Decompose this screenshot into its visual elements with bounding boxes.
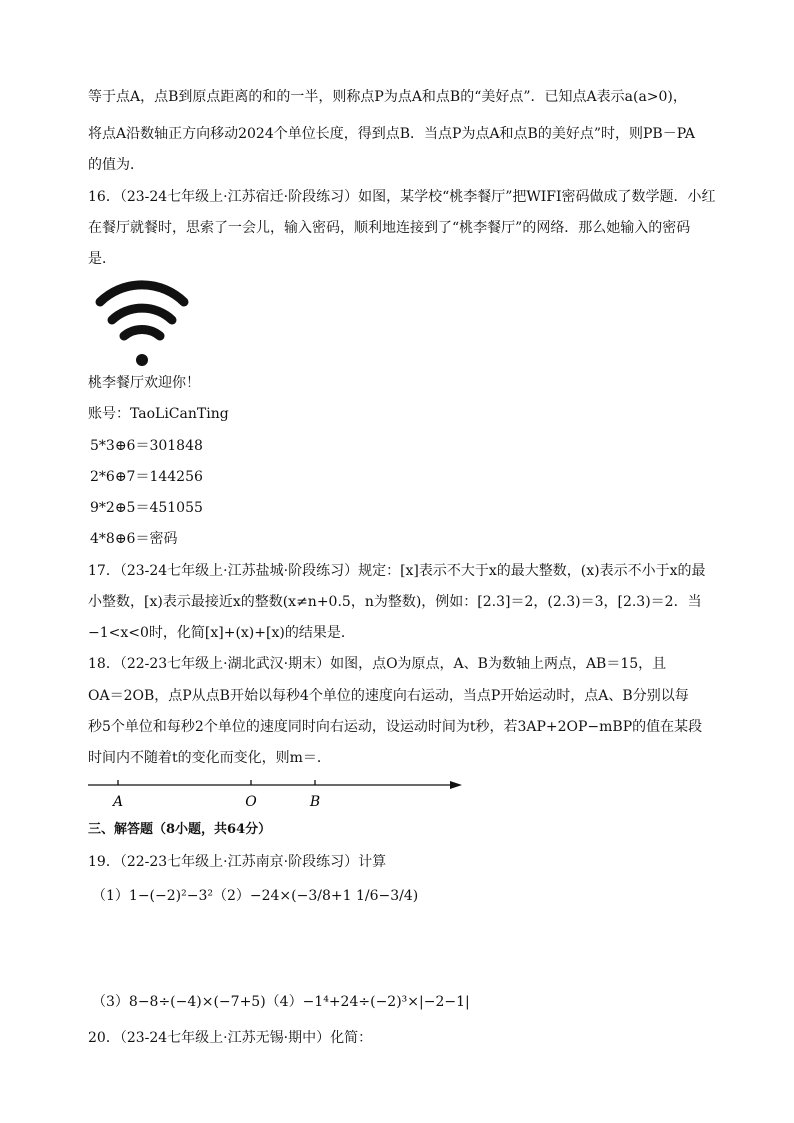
number-line-diagram: [86, 772, 466, 812]
point-b-label: B: [309, 794, 321, 810]
question-17: 17．（23-24七年级上·江苏盐城·阶段练习）规定：[x]表示不大于x的最大整数，(x)表示不小于x的最: [88, 563, 706, 579]
text-line: OA＝2OB，点P从点B开始以每秒4个单位的速度向右运动，当点P开始运动时，点A、B分别以每: [88, 688, 689, 704]
text-line: 是．: [88, 251, 116, 267]
welcome-text: 桃李餐厅欢迎你！: [88, 375, 200, 391]
point-o-label: O: [245, 794, 257, 810]
calc-items-1-2: （1）1−(−2)²−3²（2）−24×(−3/8+1 1/6−3/4): [92, 888, 419, 904]
text-line: 秒5个单位和每秒2个单位的速度同时向右运动，设运动时间为t秒，若3AP+2OP−mBP的值在某段: [88, 719, 703, 735]
equation-line: 2*6⊕7＝144256: [90, 469, 203, 485]
question-16: 16．（23-24七年级上·江苏宿迁·阶段练习）如图，某学校“桃李餐厅”把WIFI密码做成了数学题．小红: [88, 189, 716, 205]
text-line: 等于点A，点B到原点距离的和的一半，则称点P为点A和点B的“美好点”．已知点A表示a(a>0)，: [88, 89, 687, 105]
equation-line: 5*3⊕6＝301848: [90, 438, 203, 454]
text-line: 时间内不随着t的变化而变化，则m＝．: [88, 750, 331, 766]
section-heading: 三、解答题（8小题，共64分）: [88, 822, 272, 837]
question-20: 20．（23-24七年级上·江苏无锡·期中）化简：: [88, 1030, 373, 1046]
equation-line: 4*8⊕6＝密码: [90, 531, 178, 547]
calc-items-3-4: （3）8−8÷(−4)×(−7+5)（4）−1⁴+24÷(−2)³×|−2−1|: [92, 994, 470, 1010]
wifi-icon: [94, 278, 190, 370]
point-a-label: A: [112, 794, 124, 810]
text-line: 的值为．: [88, 157, 144, 173]
text-line: 在餐厅就餐时，思索了一会儿，输入密码，顺利地连接到了“桃李餐厅”的网络．那么她输入的密码: [88, 220, 691, 236]
question-19: 19．（22-23七年级上·江苏南京·阶段练习）计算: [88, 854, 387, 870]
account-text: 账号：TaoLiCanTing: [88, 406, 229, 422]
text-line: 小整数，[x)表示最接近x的整数(x≠n+0.5，n为整数)，例如：[2.3]＝2，(2.3)＝3，[2.3)＝2．当: [88, 594, 702, 610]
question-18: 18．（22-23七年级上·湖北武汉·期末）如图，点O为原点，A、B为数轴上两点，AB＝15，且: [88, 656, 667, 672]
text-line: 将点A沿数轴正方向移动2024个单位长度，得到点B．当点P为点A和点B的美好点”时，则PB－PA: [88, 126, 695, 142]
text-line: −1<x<0时，化简[x]+(x)+[x)的结果是．: [88, 625, 355, 641]
equation-line: 9*2⊕5＝451055: [90, 500, 203, 516]
